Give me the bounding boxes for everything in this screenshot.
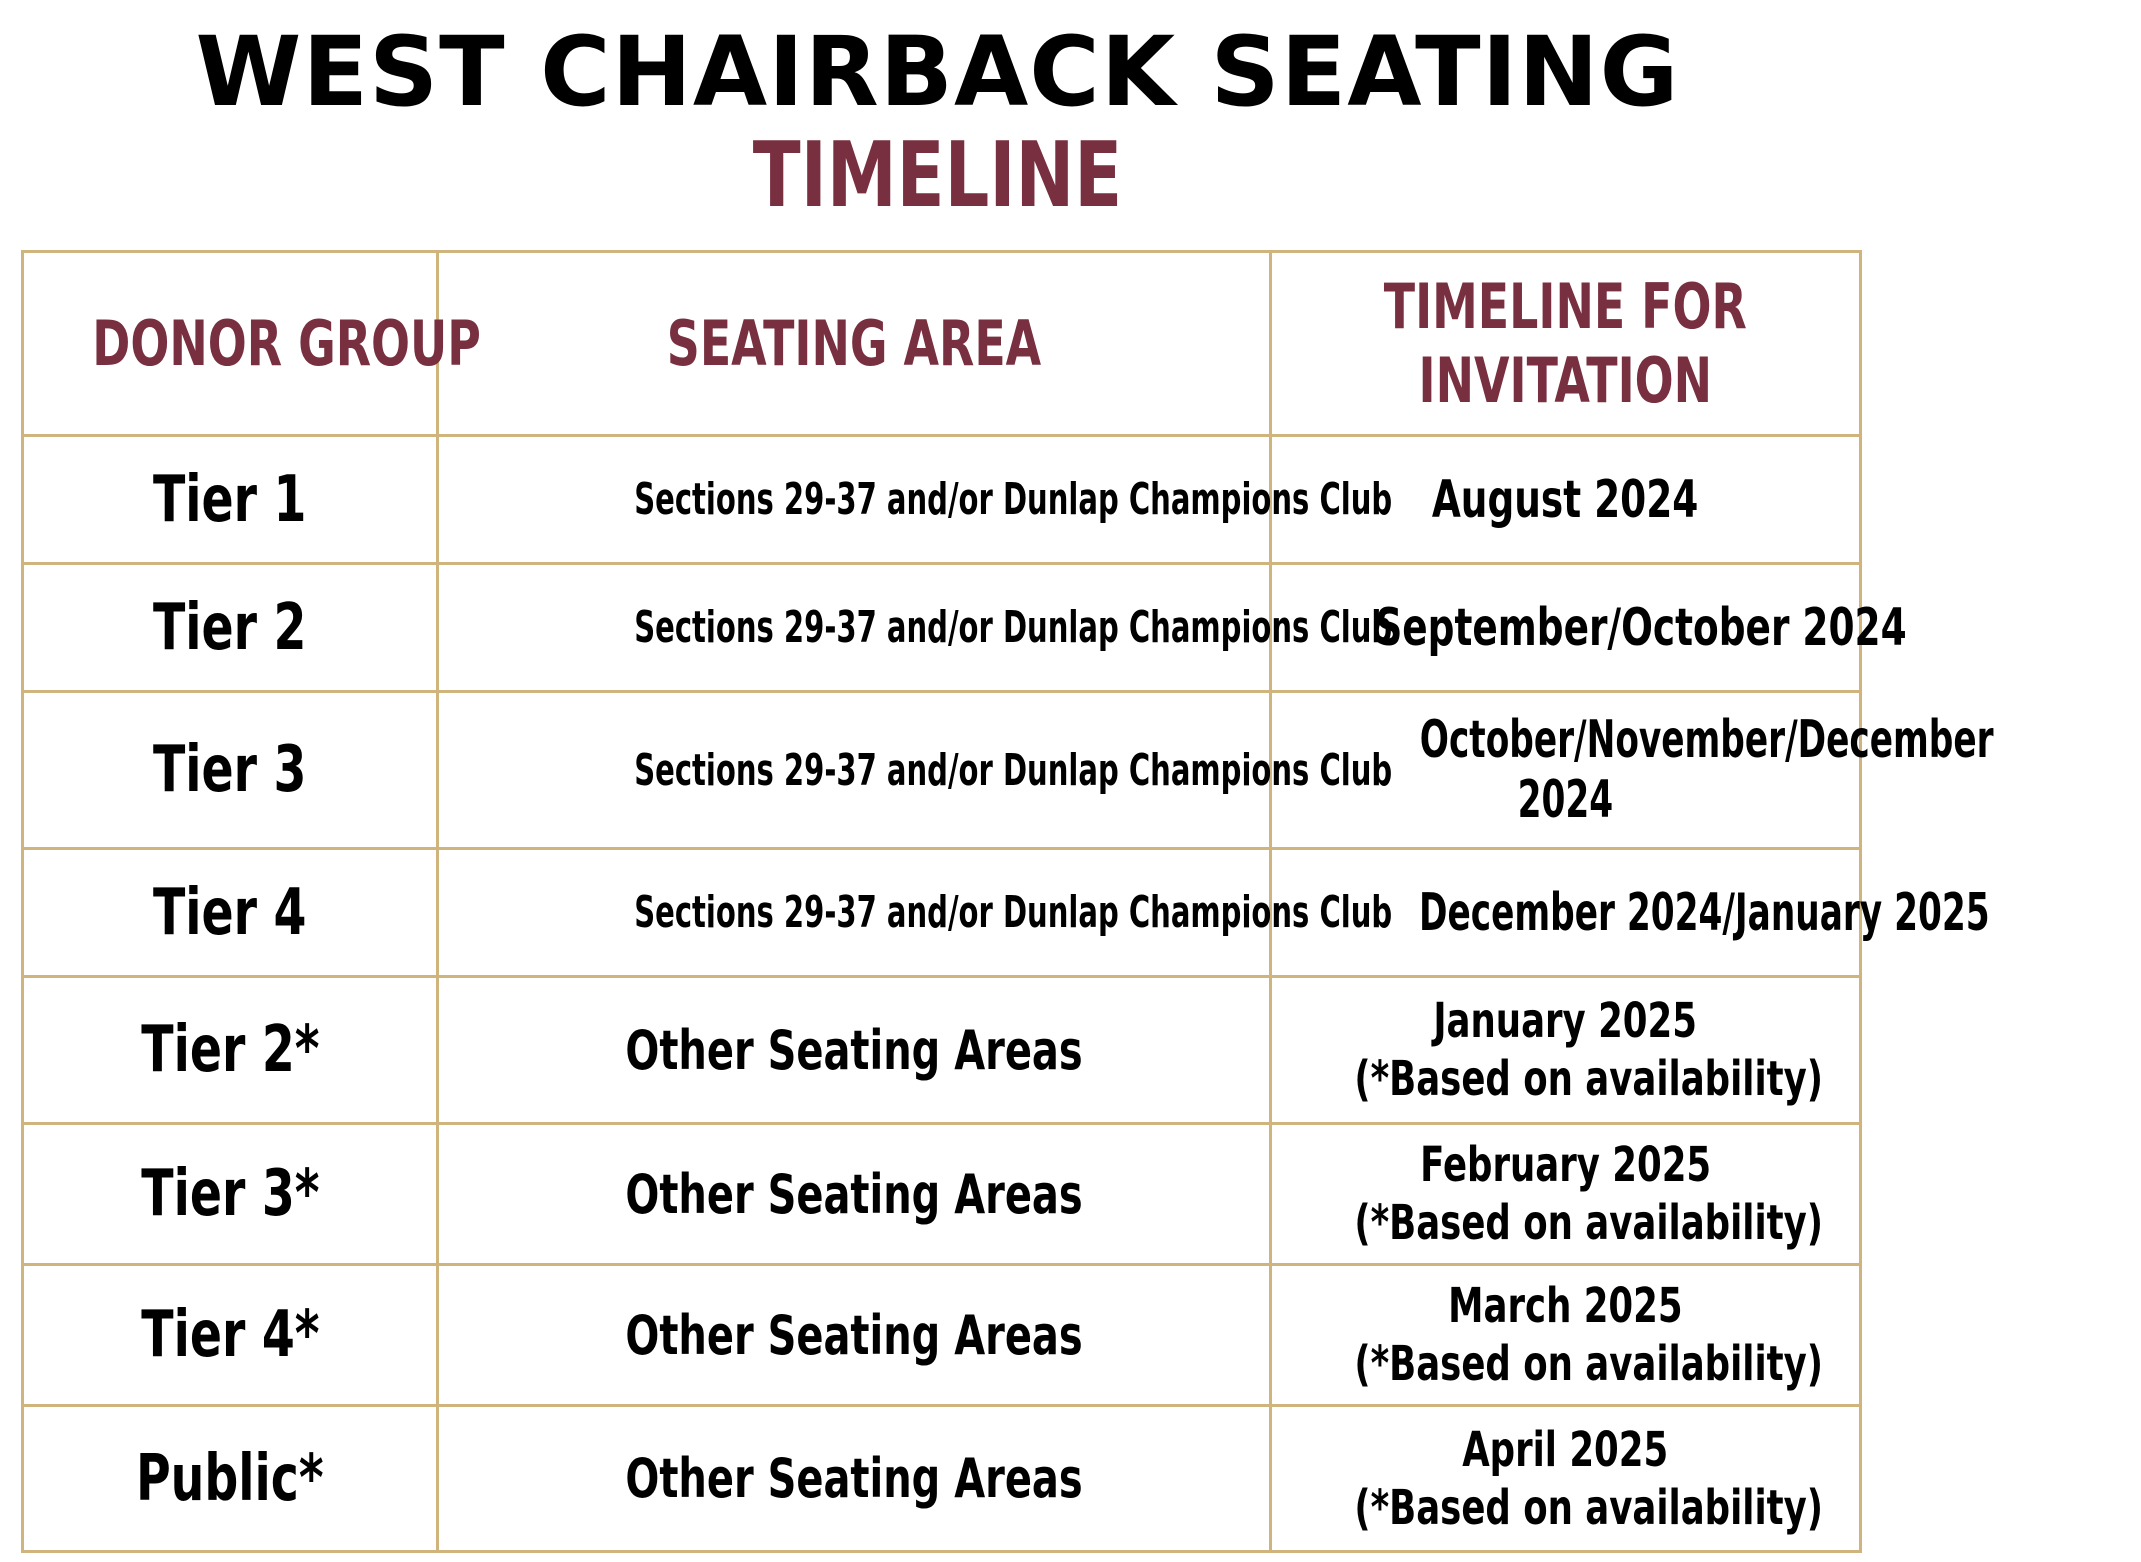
donor-group-cell: Tier 3* (23, 1124, 438, 1265)
seating-area-cell: Other Seating Areas (438, 1406, 1271, 1552)
timeline-cell: March 2025 (*Based on availability) (1271, 1265, 1861, 1406)
seating-area-cell: Sections 29-37 and/or Dunlap Champions Club (438, 436, 1271, 564)
table-row (23, 849, 1861, 977)
seating-area-cell: Other Seating Areas (438, 1265, 1271, 1406)
table-row (23, 1406, 1861, 1552)
page-subtitle: TIMELINE (752, 123, 1123, 228)
header-row (23, 252, 1861, 436)
timeline-cell: August 2024 (1271, 436, 1861, 564)
seating-area-cell: Sections 29-37 and/or Dunlap Champions Club (438, 564, 1271, 692)
seating-area-cell: Sections 29-37 and/or Dunlap Champions Club (438, 849, 1271, 977)
timeline-cell: January 2025 (*Based on availability) (1271, 977, 1861, 1124)
table-row (23, 564, 1861, 692)
donor-group-cell: Public* (23, 1406, 438, 1552)
seating-area-cell: Other Seating Areas (438, 1124, 1271, 1265)
timeline-cell: September/October 2024 (1271, 564, 1861, 692)
donor-group-cell: Tier 4 (23, 849, 438, 977)
donor-group-cell: Tier 2 (23, 564, 438, 692)
table-row (23, 977, 1861, 1124)
table-row (23, 1265, 1861, 1406)
header-donor-group: DONOR GROUP (23, 252, 438, 436)
table-row (23, 436, 1861, 564)
donor-group-cell: Tier 3 (23, 692, 438, 849)
donor-group-cell: Tier 2* (23, 977, 438, 1124)
header-timeline: TIMELINE FOR INVITATION (1271, 252, 1861, 436)
timeline-cell: October/November/December 2024 (1271, 692, 1861, 849)
seating-area-cell: Other Seating Areas (438, 977, 1271, 1124)
seating-area-cell: Sections 29-37 and/or Dunlap Champions Club (438, 692, 1271, 849)
donor-group-cell: Tier 4* (23, 1265, 438, 1406)
page-title: WEST CHAIRBACK SEATING (195, 16, 1680, 128)
timeline-cell: December 2024/January 2025 (1271, 849, 1861, 977)
header-seating-area: SEATING AREA (438, 252, 1271, 436)
timeline-table (21, 250, 1994, 1553)
table-row (23, 692, 1861, 849)
timeline-cell: February 2025 (*Based on availability) (1271, 1124, 1861, 1265)
donor-group-cell: Tier 1 (23, 436, 438, 564)
table-row (23, 1124, 1861, 1265)
timeline-cell: April 2025 (*Based on availability) (1271, 1406, 1861, 1552)
